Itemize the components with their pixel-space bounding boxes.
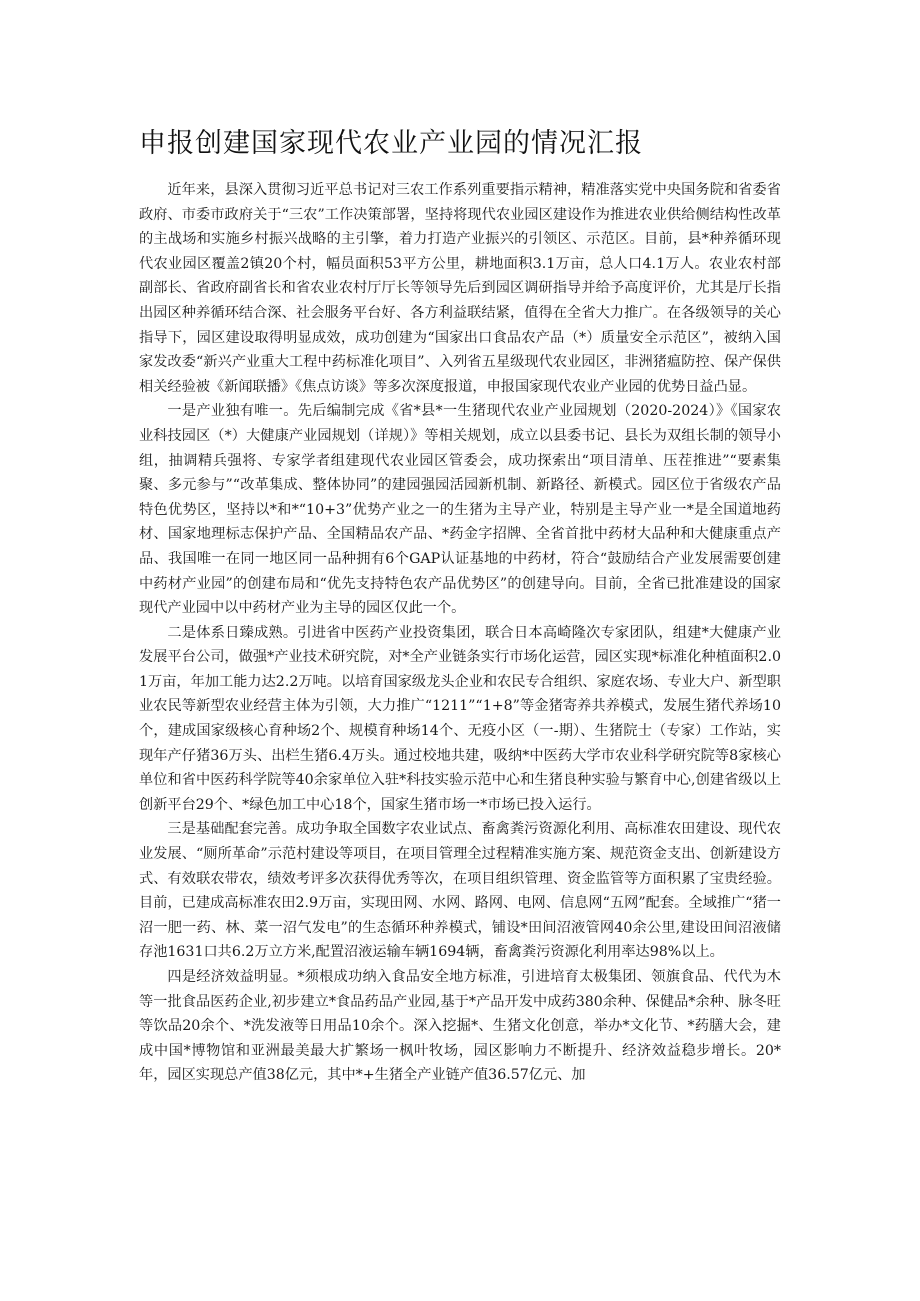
section-system-mature: 二是体系日臻成熟。引进省中医药产业投资集团，联合日本高崎隆次专家团队，组建*大健康产业发展平台公司，做强*产业技术研究院，对*全产业链条实行市场化运营，园区实现*标准化种植面积2.01万亩，年加工能力达2.2万吨。以培育国家级龙头企业和农民专合组织、家庭农场、专业大户、新型职业农民等新型农业经营主体为引领，大力推广“1211”“1+8”等金猪寄养共养模式，发展生猪代养场10个，建成国家级核心育种场2个、规模育种场14个、无疫小区（一-期）、生猪院士（专家）工作站，实现年产仔猪36万头、出栏生猪6.4万头。通过校地共建，吸纳*中医药大学市农业科学研究院等8家核心单位和省中医药科学院等40余家单位入驻*科技实验示范中心和生猪良种实验与繁育中心,创建省级以上创新平台29个、*绿色加工中心18个，国家生猪市场一*市场已投入运行。 [139,624,781,813]
section-infrastructure: 三是基础配套完善。成功争取全国数字农业试点、畜禽粪污资源化利用、高标准农田建设、现代农业发展、“厕所革命”示范村建设等项目，在项目管理全过程精准实施方案、规范资金支出、创新建设方式、有效联农带农，绩效考评多次获得优秀等次，在项目组织管理、资金监管等方面积累了宝贵经验。目前，已建成高标准农田2.9万亩，实现田网、水网、路网、电网、信息网“五网”配套。全域推广“猪一沼一肥一药、林、菜一沼气发电”的生态循环种养模式，铺设*田间沼液管网40余公里,建设田间沼液储存池1631口共6.2万立方米,配置沼液运输车辆1694辆，畜禽粪污资源化利用率达98%以上。 [139,821,781,961]
section-industry-unique: 一是产业独有唯一。先后编制完成《省*县*一生猪现代农业产业园规划（2020-2024）》《国家农业科技园区（*）大健康产业园规划（详规）》等相关规划，成立以县委书记、县长为双组长制的领导小组，抽调精兵强将、专家学者组建现代农业园区管委会，成功探索出“项目清单、压茬推进”“要素集聚、多元参与”“改革集成、整体协同”的建园强园活园新机制、新路径、新模式。园区位于省级农产品特色优势区，坚持以*和*“10+3”优势产业之一的生猪为主导产业，特别是主导产业一*是全国道地药材、国家地理标志保护产品、全国精品农产品、*药金字招牌、全省首批中药材大品种和大健康重点产品、我国唯一在同一地区同一品种拥有6个GAP认证基地的中药材，符合“鼓励结合产业发展需要创建中药材产业园”的创建布局和“优先支持特色农产品优势区”的创建导向。目前，全省已批准建设的国家现代产业园中以中药材产业为主导的园区仅此一个。 [139,403,781,617]
document-title: 申报创建国家现代农业产业园的情况汇报 [139,128,643,159]
intro-paragraph: 近年来，县深入贯彻习近平总书记对三农工作系列重要指示精神，精准落实党中央国务院和省委省政府、市委市政府关于“三农”工作决策部署，坚持将现代农业园区建设作为推进农业供给侧结构性改革的主战场和实施乡村振兴战略的主引擎，着力打造产业振兴的引领区、示范区。目前，县*种养循环现代农业园区覆盖2镇20个村，幅员面积53平方公里，耕地面积3.1万亩，总人口4.1万人。农业农村部副部长、省政府副省长和省农业农村厅厅长等领导先后到园区调研指导并给予高度评价，尤其是厅长指出园区种养循环结合深、社会服务平台好、各方利益联结紧，值得在全省大力推广。在各级领导的关心指导下，园区建设取得明显成效，成功创建为“国家出口食品农产品（*）质量安全示范区”，被纳入国家发改委“新兴产业重大工程中药标准化项目”、入列省五星级现代农业园区，非洲猪瘟防控、保产保供相关经验被《新闻联播》《焦点访谈》等多次深度报道，申报国家现代农业产业园的优势日益凸显。 [139,182,781,395]
document-body [139,124,781,1088]
section-economic-benefit: 四是经济效益明显。*须根成功纳入食品安全地方标准，引进培育太极集团、领旗食品、代代为木等一批食品医药企业,初步建立*食品药品产业园,基于*产品开发中成药380余种、保健品*余种、脉冬旺等饮品20余个、*洗发液等日用品10余个。深入挖掘*、生猪文化创意，举办*文化节、*药膳大会，建成中国*博物馆和亚洲最美最大扩繁场一枫叶牧场，园区影响力不断提升、经济效益稳步增长。20*年，园区实现总产值38亿元，其中*+生猪全产业链产值36.57亿元、加 [139,969,781,1084]
